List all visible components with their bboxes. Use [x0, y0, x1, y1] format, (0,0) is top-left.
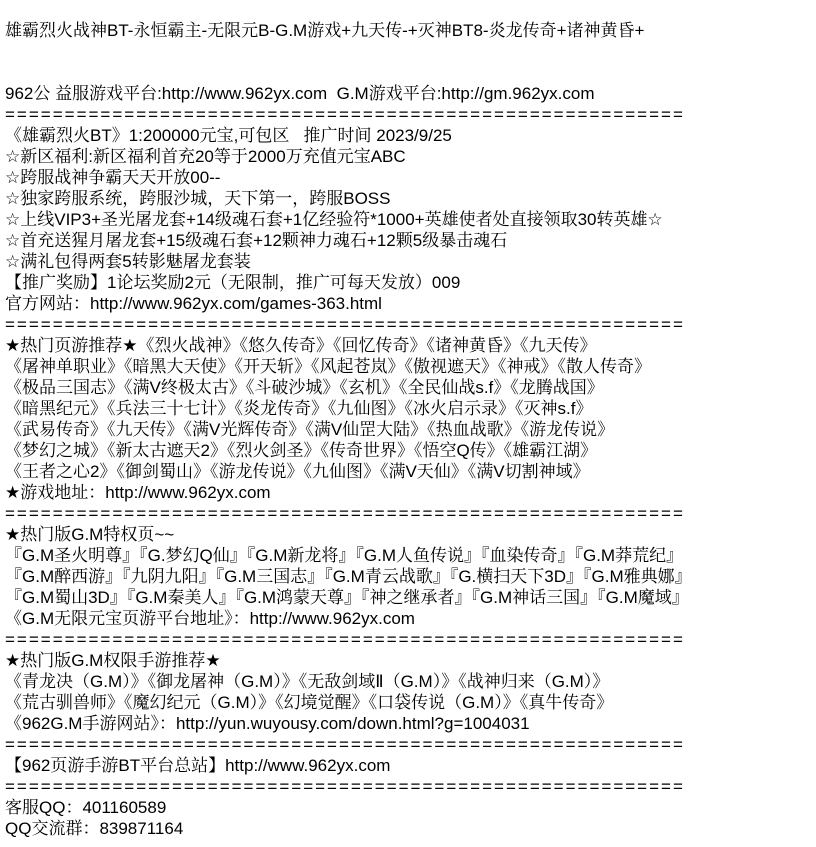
text-line: 雄霸烈火战神BT-永恒霸主-无限元B-G.M游戏+九天传-+灭神BT8-炎龙传奇+诸神黄昏+ — [5, 21, 645, 40]
separator-line: ========================================================= — [5, 105, 685, 124]
text-line: 『G.M蜀山3D』『G.M秦美人』『G.M鸿蒙天尊』『神之继承者』『G.M神话三国』『G.M魔域』 — [5, 588, 689, 607]
text-line: 《梦幻之城》《新太古遮天2》《烈火剑圣》《传奇世界》《悟空Q传》《雄霸江湖》 — [5, 441, 598, 460]
text-line: ☆跨服战神争霸天天开放00-- — [5, 168, 221, 187]
separator-line: ========================================================= — [5, 630, 685, 649]
separator-line: ========================================================= — [5, 777, 685, 796]
text-line: ★热门版G.M特权页~~ — [5, 525, 175, 544]
text-line: 《962G.M手游网站》：http://yun.wuyousy.com/down.html?g=1004031 — [5, 714, 530, 733]
text-line: 客服QQ：401160589 — [5, 798, 167, 817]
blank-line — [5, 41, 808, 62]
text-line: 《王者之心2》《御剑蜀山》《游龙传说》《九仙图》《满V天仙》《满V切割神域》 — [5, 462, 590, 481]
text-line: QQ交流群：839871164 — [5, 819, 184, 838]
text-line: ☆首充送猩月屠龙套+15级魂石套+12颗神力魂石+12颗5级暴击魂石 — [5, 231, 508, 250]
text-line: 《G.M无限元宝页游平台地址》：http://www.962yx.com — [5, 609, 415, 628]
text-line: 962公 益服游戏平台:http://www.962yx.com G.M游戏平台:http://gm.962yx.com — [5, 84, 595, 103]
separator-line: ========================================================= — [5, 735, 685, 754]
text-line: 《雄霸烈火BT》1:200000元宝,可包区 推广时间 2023/9/25 — [5, 126, 452, 145]
text-line: 【推广奖励】1论坛奖励2元（无限制，推广可每天发放）009 — [5, 273, 461, 292]
blank-line — [5, 62, 808, 83]
text-line: ☆独家跨服系统，跨服沙城，天下第一，跨服BOSS — [5, 189, 391, 208]
text-line: 『G.M圣火明尊』『G.梦幻Q仙』『G.M新龙将』『G.M人鱼传说』『血染传奇』『G.M莽荒纪』 — [5, 546, 684, 565]
text-line: ☆满礼包得两套5转影魅屠龙套装 — [5, 252, 251, 271]
text-line: ☆上线VIP3+圣光屠龙套+14级魂石套+1亿经验符*1000+英雄使者处直接领取30转英雄☆ — [5, 210, 663, 229]
text-line: 《极品三国志》《满V终极太古》《斗破沙城》《玄机》《全民仙战s.f》《龙腾战国》 — [5, 378, 604, 397]
separator-line: ========================================================= — [5, 315, 685, 334]
text-line: ★热门版G.M权限手游推荐★ — [5, 651, 221, 670]
text-line: ☆新区福利:新区福利首充20等于2000万充值元宝ABC — [5, 147, 406, 166]
text-line: 『G.M醉西游』『九阴九阳』『G.M三国志』『G.M青云战歌』『G.横扫天下3D』『G.M雅典娜』 — [5, 567, 692, 586]
text-line: 《武易传奇》《九天传》《满V光辉传奇》《满V仙罡大陆》《热血战歌》《游龙传说》 — [5, 420, 615, 439]
text-line: ★游戏地址：http://www.962yx.com — [5, 483, 271, 502]
text-line: 《青龙决（G.M）》《御龙屠神（G.M）》《无敌剑域Ⅱ（G.M）》《战神归来（G.M）》 — [5, 672, 610, 691]
text-line: 【962页游手游BT平台总站】http://www.962yx.com — [5, 756, 391, 775]
text-line: 《荒古驯兽师》《魔幻纪元（G.M）》《幻境觉醒》《口袋传说（G.M）》《真牛传奇》 — [5, 693, 614, 712]
separator-line: ========================================================= — [5, 504, 685, 523]
text-line: ★热门页游推荐★《烈火战神》《悠久传奇》《回忆传奇》《诸神黄昏》《九天传》 — [5, 336, 597, 355]
text-line: 官方网站：http://www.962yx.com/games-363.html — [5, 294, 382, 313]
text-line: 《暗黑纪元》《兵法三十七计》《炎龙传奇》《九仙图》《冰火启示录》《灭神s.f》 — [5, 399, 593, 418]
text-line: 《屠神单职业》《暗黑大天使》《开天斩》《风起苍岚》《傲视遮天》《神戒》《散人传奇》 — [5, 357, 651, 376]
